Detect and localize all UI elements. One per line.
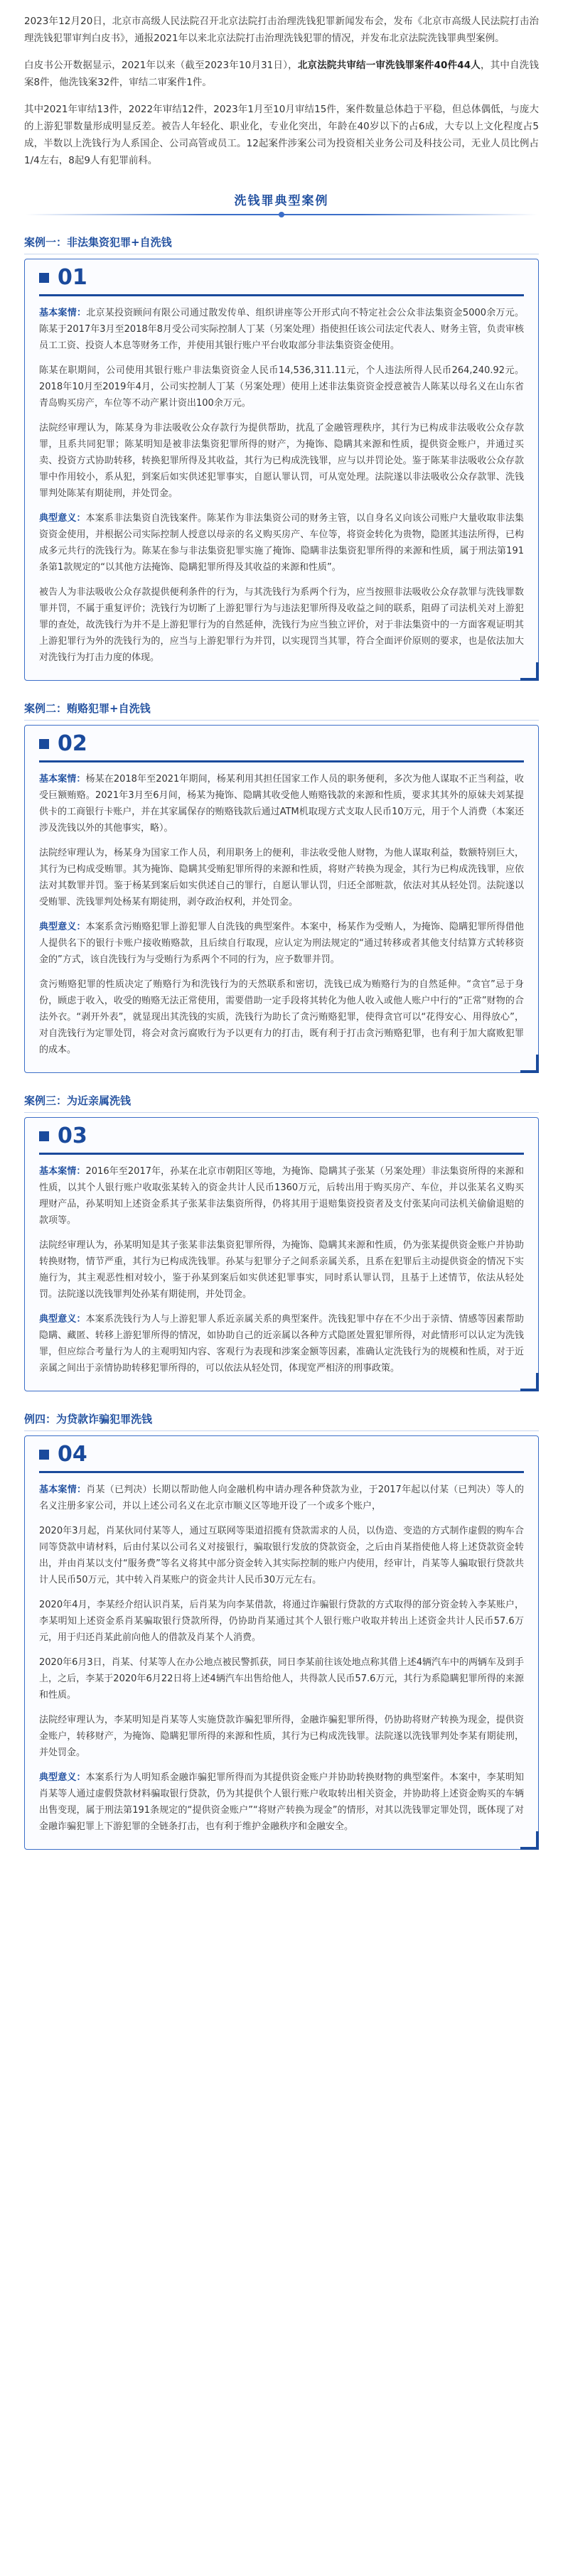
case-trial-3: 法院经审理认为，孙某明知是其子张某非法集资犯罪所得，为掩饰、隐瞒其来源和性质，仍为张某提供资金账户并协助转换财物，情节严重，其行为已构成洗钱罪。孙某与犯罪分子之间系亲属关系，且系在犯罪后主动提供资金的情况下实施行为，其主观恶性相对较小，鉴于孙某到案后如实供述犯罪事实，同时系认罪认罚，且基于上述情节，依法从轻处罚。法院遂以洗钱罪判处孙某有期徒刑，并处罚金。 [39,1240,524,1300]
number-marker-icon [39,273,49,283]
case-detail-1: 陈某在职期间，公司使用其银行账户非法集资资金人民币14,536,311.11元，个人违法所得人民币264,240.92元。2018年10月至2019年4月，公司实控制人丁某（另案处理）使用上述非法集资资金授意被告人陈某以母名义在山东省青岛购买房产，车位等不动产累计资出100余万元。 [39,365,524,409]
case-card-2 [24,725,539,1073]
case-card-4 [24,1435,539,1850]
case-extra2-4: 2020年6月3日，肖某、付某等人在办公地点被民警抓获，同日李某前往该处地点称其借上述4辆汽车中的两辆车及到手上，之后，李某于2020年6月22日将上述4辆汽车出售给他人，共得款人民币57.6万元，其行为系隐瞒犯罪所得的来源和性质。 [39,1657,524,1701]
card-corner-decoration [520,1831,539,1850]
section-title [24,190,539,217]
case-typical-1: 典型意义：本案系非法集资自洗钱案件。陈某作为非法集资公司的财务主管，以自身名义向该公司账户大量收取非法集资资金使用，并根据公司实际控制人授意以母亲的名义购买房产、车位等，将资金转化为贵物，隐匿其违法所得，已构成多元共行的洗钱行为。陈某在参与非法集资犯罪实施了掩饰、隐瞒非法集资犯罪所得的来源和性质，属于刑法第191条第1款规定的“以其他方法掩饰、隐瞒犯罪所得及其收益的来源和性质”。 [39,513,524,573]
case-trial-4: 法院经审理认为，李某明知是肖某等人实施贷款诈骗犯罪所得，金融诈骗犯罪所得，仍协助将财产转换为现金，提供资金账户，转移财产，为掩饰、隐瞒犯罪所得的来源和性质，其行为已构成洗钱罪。法院遂以洗钱罪判处李某有期徒刑，并处罚金。 [39,1715,524,1758]
case-closing-1: 被告人为非法吸收公众存款提供便利条件的行为，与其洗钱行为系两个行为，应当按照非法吸收公众存款罪与洗钱罪数罪并罚，不属于重复评价；洗钱行为切断了上游犯罪行为与违法犯罪所得及收益之间的联系，阻碍了司法机关对上游犯罪的查处，故洗钱行为并不是上游犯罪行为的自然延伸，洗钱行为应当独立评价，对于非法集资中的一方面客观证明其上游犯罪行为外的洗钱行为的，应当与上游犯罪行为并罚，以实现罚当其罪，符合全面评价原则的要求，也是依法加大对洗钱行为打击力度的体现。 [39,587,524,663]
section-title-text: 洗钱罪典型案例 [234,194,329,208]
case-heading-3: 案例三：为近亲属洗钱 [24,1089,539,1113]
case-typical-4: 典型意义：本案系行为人明知系金融诈骗犯罪所得而为其提供资金账户并协助转换财物的典型案件。本案中，李某明知肖某等人通过虚假贷款材料骗取银行贷款，仍为其提供个人银行账户收取转出相关资金，并协助将上述资金购买的车辆出售变现，属于刑法第191条规定的“提供资金账户”“将财产转换为现金”的情形，对其以洗钱罪定罪处罚，既体现了对金融诈骗犯罪上下游犯罪的全链条打击，也有利于维护金融秩序和金融安全。 [39,1772,524,1832]
case-closing-2: 贪污贿赂犯罪的性质决定了贿赂行为和洗钱行为的天然联系和密切，洗钱已成为贿赂行为的自然延伸。“贪官”忌于身份，顾虑于收入，收受的贿赂无法正常使用，需要借助一定手段将其转化为他人收入或他人账户中行的“正常”财物的合法外衣。“剥开外表”，就显现出其洗钱的实质，洗钱行为助长了贪污贿赂犯罪，使得贪官可以“花得安心、用得放心”，对自洗钱行为定罪处罚，将会对贪污腐败行为予以更有力的打击，既有利于打击贪污贿赂犯罪，也有利于加大腐败犯罪的成本。 [39,979,524,1055]
number-marker-icon [39,1131,49,1141]
case-trial-1: 法院经审理认为，陈某身为非法吸收公众存款行为提供帮助，扰乱了金融管理秩序，其行为已构成非法吸收公众存款罪，且系共同犯罪；陈某明知是被非法集资犯罪所得的财产，为掩饰、隐瞒其来源和性质，提供资金账户，并通过买卖、投资方式协助转移，转换犯罪所得及其收益，其行为已构成洗钱罪，应与以并罚论处。鉴于陈某非法吸收公众存款罪中作用较小，系从犯，到案后如实供述犯罪事实，自愿认罪认罚，可从宽处理。法院遂以非法吸收公众存款罪、洗钱罪判处陈某有期徒刑，并处罚金。 [39,423,524,499]
case-heading-1: 案例一：非法集资犯罪+自洗钱 [24,230,539,254]
case-number-3: 03 [39,1118,524,1155]
number-marker-icon [39,739,49,749]
intro-paragraph-1: 2023年12月20日，北京市高级人民法院召开北京法院打击治理洗钱犯罪新闻发布会，发布《北京市高级人民法院打击治理洗钱犯罪审判白皮书》，通报2021年以来北京法院打击治理洗钱犯罪的情况，并发布北京法院洗钱罪典型案例。 [24,16,539,44]
section-divider-dot [279,212,284,217]
case-extra-4: 2020年4月，李某经介绍认识肖某，后肖某为向李某借款，将通过诈骗银行贷款的方式取得的部分资金转入李某账户，李某明知上述资金系肖某骗取银行贷款所得，仍协助肖某通过其个人银行账户收取并转出上述资金共计人民币57.6万元，用于归还肖某此前向他人的借款及肖某个人消费。 [39,1600,524,1643]
case-basic-1: 基本案情：北京某投资顾问有限公司通过散发传单、组织讲座等公开形式向不特定社会公众非法集资金5000余万元。陈某于2017年3月至2018年8月受公司实际控制人丁某（另案处理）指使担任该公司法定代表人、财务主管，负责审核员工工资、投资人本息等财务工作，并使用其银行账户平台收取部分非法集资资金使用。 [39,308,524,351]
case-number-1: 01 [39,259,524,296]
number-marker-icon [39,1450,49,1460]
case-number-4: 04 [39,1436,524,1473]
case-card-1 [24,259,539,681]
case-basic-2: 基本案情：杨某在2018年至2021年期间，杨某利用其担任国家工作人员的职务便利，多次为他人谋取不正当利益，收受巨额贿赂。2021年3月至6月间，杨某为掩饰、隐瞒其收受他人贿赂钱款的来源和性质，要求其其外的原妹夫刘某提供卡的工商银行卡账户，并在其家属保存的贿赂钱款后通过ATM机取现方式支取人民币10万元，用于个人消费（本案还涉及洗钱以外的其他事实，略）。 [39,774,524,834]
case-heading-4: 例四：为贷款诈骗犯罪洗钱 [24,1407,539,1431]
card-corner-decoration [520,1373,539,1391]
intro-paragraph-3: 其中2021年审结13件，2022年审结12件，2023年1月至10月审结15件，案件数量总体趋于平稳，但总体偶低，与庞大的上游犯罪数量形成明显反差。被告人年轻化、职业化，专业化突出，年龄在40岁以下的占6成，大专以上文化程度占5成，半数以上洗钱行为人系国企、公司高管或员工。12起案件涉案公司为投资相关业务公司及科技公司，无业人员比例占1/4左右，8起9人有犯罪前科。 [24,104,539,166]
intro-highlight: 北京法院共审结一审洗钱罪案件40件44人 [297,60,481,71]
case-detail-4: 2020年3月起，肖某伙同付某等人，通过互联网等渠道招揽有贷款需求的人员，以伪造、变造的方式制作虚假的购车合同等贷款申请材料，后由付某以公司名义对接银行，骗取银行发放的贷款资金，之后由肖某指使他人将上述贷款资金转出，并由肖某以支付“服务费”等名义将其中部分资金转入其实际控制的账户内使用，经审计，肖某等人骗取银行贷款共计人民币50万元，其中转入肖某账户的资金共计人民币30万元左右。 [39,1526,524,1585]
case-card-3 [24,1117,539,1391]
case-number-2: 02 [39,726,524,762]
case-trial-2: 法院经审理认为，杨某身为国家工作人员，利用职务上的便利，非法收受他人财物，为他人谋取利益，数额特别巨大，其行为已构成受贿罪。其为掩饰、隐瞒其受贿犯罪所得的来源和性质，将财产转换为现金，其行为已构成洗钱罪，应依法对其数罪并罚。鉴于杨某到案后如实供述自己的罪行，自愿认罪认罚，归还全部赃款，依法对其从轻处罚。法院遂以受贿罪、洗钱罪判处杨某有期徒刑，剥夺政治权利，并处罚金。 [39,848,524,907]
case-typical-2: 典型意义：本案系贪污贿赂犯罪上游犯罪人自洗钱的典型案件。本案中，杨某作为受贿人，为掩饰、隐瞒犯罪所得借他人提供名下的银行卡账户接收贿赂款，且后续自行取现，应认定为刑法规定的“通过转移或者其他支付结算方式转移资金的”方式，该自洗钱行为与受贿行为系两个不同的行为，应予数罪并罚。 [39,922,524,965]
intro-paragraph-2: 白皮书公开数据显示，2021年以来（截至2023年10月31日），北京法院共审结一审洗钱罪案件40件44人，其中自洗钱案8件，他洗钱案32件，审结二审案件1件。 [24,60,539,88]
case-basic-3: 基本案情：2016年至2017年，孙某在北京市朝阳区等地，为掩饰、隐瞒其子张某（另案处理）非法集资所得的来源和性质，以其个人银行账户收取张某转入的资金共计人民币1360万元，后转出用于购买房产、车位，并以张某名义购买理财产品，孙某明知上述资金系其子张某非法集资所得，仍将其用于退赔集资投资者及支付张某向司法机关偷偷退赔的款项等。 [39,1166,524,1226]
card-corner-decoration [520,662,539,681]
case-typical-3: 典型意义：本案系洗钱行为人与上游犯罪人系近亲属关系的典型案件。洗钱犯罪中存在不少出于亲情、情感等因素帮助隐瞒、藏匿、转移上游犯罪所得的情况，如协助自己的近亲属以各种方式隐匿处置犯罪所得，对此情形可以认定为洗钱罪，但应综合考量行为人的主观明知内容、客观行为表现和涉案金额等因素，准确认定洗钱行为的规模和性质，对于近亲属之间出于亲情协助转移犯罪所得的，可以依法从轻处罚，体现宽严相济的刑事政策。 [39,1314,524,1374]
card-corner-decoration [520,1055,539,1073]
case-basic-4: 基本案情：肖某（已判决）长期以帮助他人向金融机构申请办理各种贷款为业，于2017年起以付某（已判决）等人的名义注册多家公司，并以上述公司名义在北京市顺义区等地开设了一个或多个账户， [39,1484,524,1511]
case-heading-2: 案例二：贿赂犯罪+自洗钱 [24,696,539,721]
